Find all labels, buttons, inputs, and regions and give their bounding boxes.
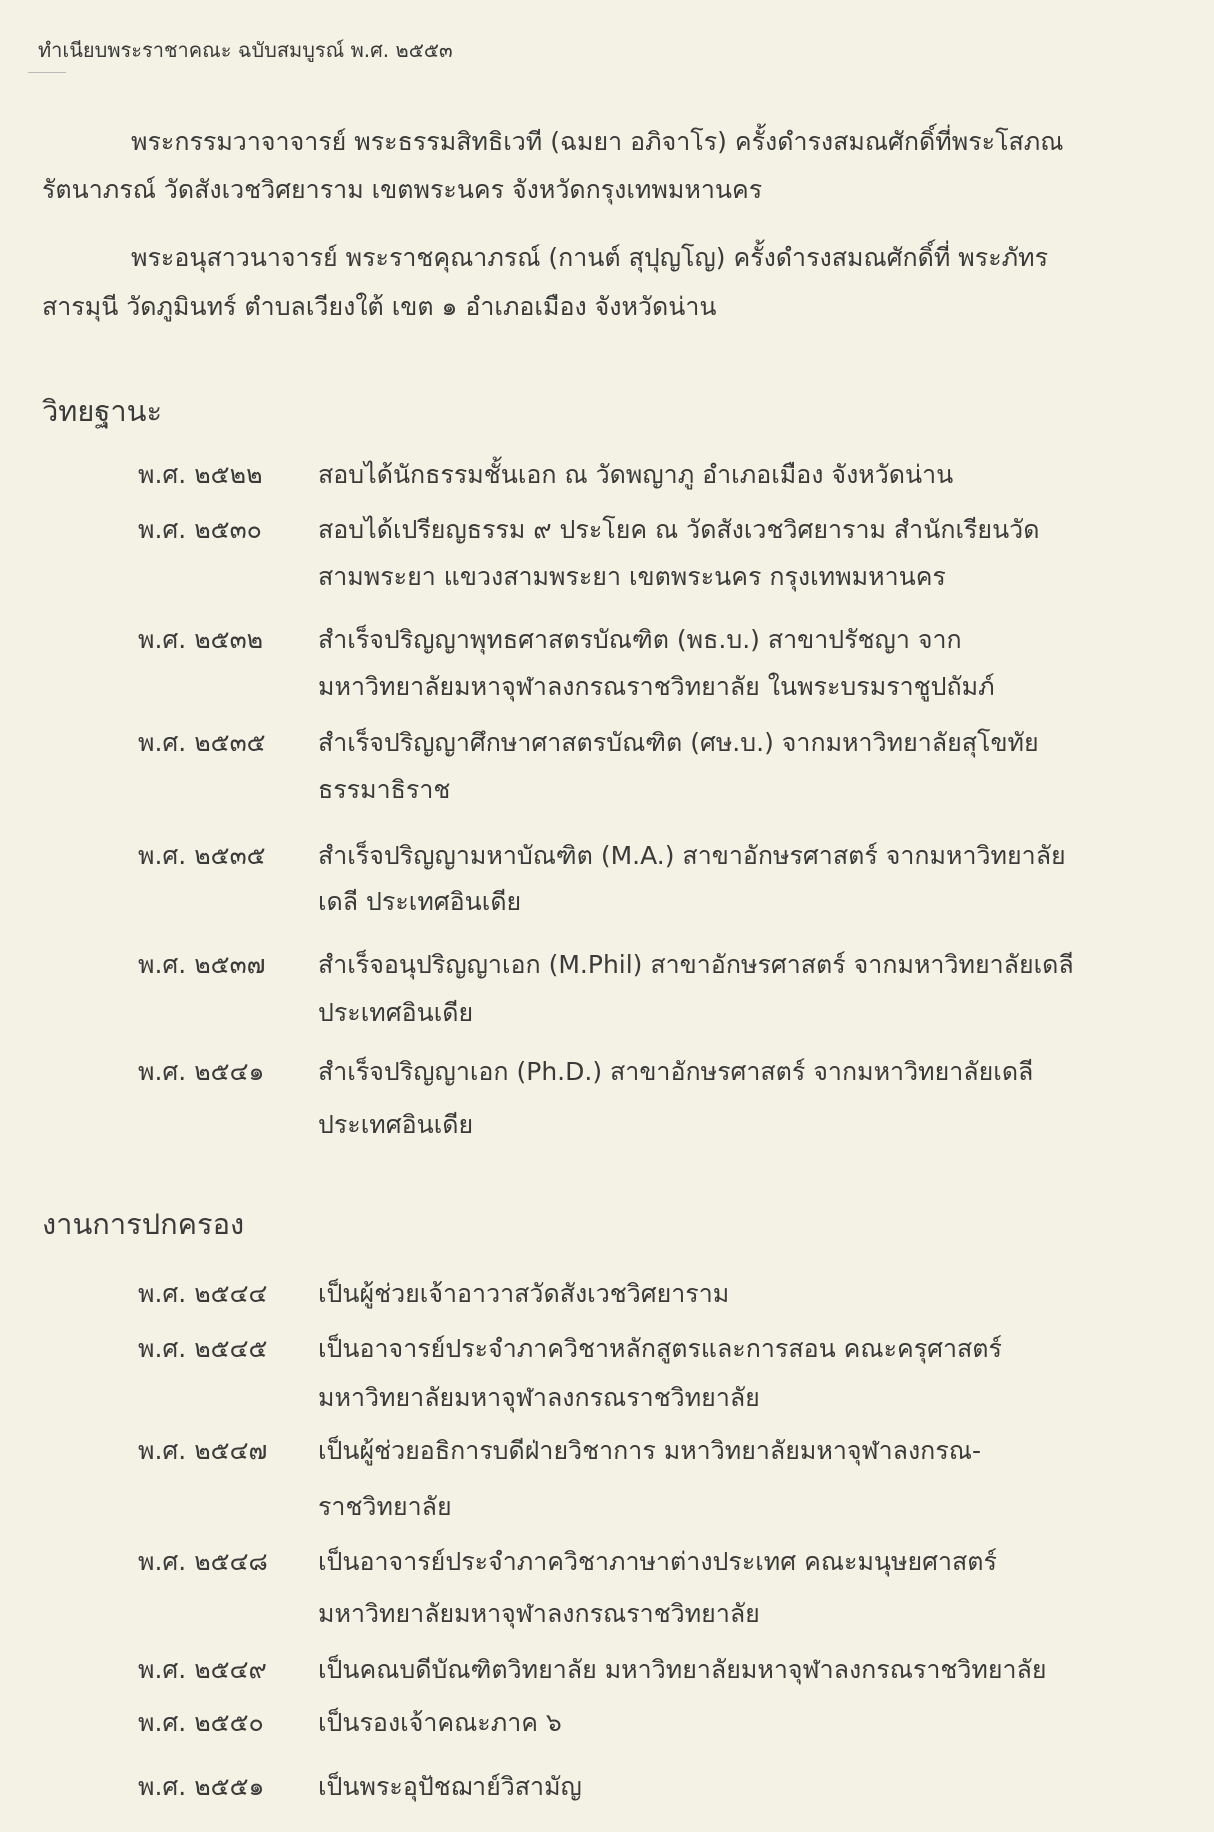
entry-text: มหาวิทยาลัยมหาจุฬาลงกรณราชวิทยาลัย [318, 1383, 760, 1412]
year-label: พ.ศ. ๒๕๓๒ [138, 625, 264, 654]
entry-text: ธรรมาธิราช [318, 775, 451, 804]
year-label: พ.ศ. ๒๕๔๗ [138, 1436, 268, 1465]
section-heading: งานการปกครอง [42, 1207, 245, 1241]
year-label: พ.ศ. ๒๕๔๙ [138, 1655, 267, 1684]
entry-text: สอบได้เปรียญธรรม ๙ ประโยค ณ วัดสังเวชวิศยาราม สำนักเรียนวัด [318, 515, 1040, 544]
year-label: พ.ศ. ๒๕๔๘ [138, 1547, 268, 1576]
entry-text: เป็นผู้ช่วยอธิการบดีฝ่ายวิชาการ มหาวิทยาลัยมหาจุฬาลงกรณ- [318, 1436, 981, 1465]
entry-text: สำเร็จปริญญาเอก (Ph.D.) สาขาอักษรศาสตร์ จากมหาวิทยาลัยเดลี [318, 1057, 1034, 1086]
year-label: พ.ศ. ๒๕๔๔ [138, 1279, 268, 1308]
entry-text: มหาวิทยาลัยมหาจุฬาลงกรณราชวิทยาลัย [318, 1599, 760, 1628]
year-label: พ.ศ. ๒๕๓๐ [138, 515, 262, 544]
entry-text: เป็นอาจารย์ประจำภาควิชาหลักสูตรและการสอน คณะครุศาสตร์ [318, 1334, 1002, 1363]
year-label: พ.ศ. ๒๕๓๕ [138, 728, 266, 757]
entry-text: เป็นรองเจ้าคณะภาค ๖ [318, 1708, 562, 1737]
year-label: พ.ศ. ๒๕๓๕ [138, 841, 266, 870]
paragraph-line: พระอนุสาวนาจารย์ พระราชคุณาภรณ์ (กานต์ สุปุญโญ) ครั้งดำรงสมณศักดิ์ที่ พระภัทร [131, 243, 1049, 272]
year-label: พ.ศ. ๒๕๒๒ [138, 460, 263, 489]
entry-text: สำเร็จอนุปริญญาเอก (M.Phil) สาขาอักษรศาสตร์ จากมหาวิทยาลัยเดลี [318, 950, 1074, 979]
entry-text: มหาวิทยาลัยมหาจุฬาลงกรณราชวิทยาลัย ในพระบรมราชูปถัมภ์ [318, 672, 995, 701]
paragraph-line: สารมุนี วัดภูมินทร์ ตำบลเวียงใต้ เขต ๑ อำเภอเมือง จังหวัดน่าน [42, 292, 717, 321]
paragraph-line: รัตนาภรณ์ วัดสังเวชวิศยาราม เขตพระนคร จังหวัดกรุงเทพมหานคร [42, 175, 763, 204]
year-label: พ.ศ. ๒๕๔๑ [138, 1057, 265, 1086]
entry-text: สำเร็จปริญญาศึกษาศาสตรบัณฑิต (ศษ.บ.) จากมหาวิทยาลัยสุโขทัย [318, 728, 1039, 757]
entry-text: สำเร็จปริญญาพุทธศาสตรบัณฑิต (พธ.บ.) สาขาปรัชญา จาก [318, 625, 962, 654]
year-label: พ.ศ. ๒๕๕๐ [138, 1708, 264, 1737]
section-heading: วิทยฐานะ [42, 394, 163, 428]
entry-text: เป็นอาจารย์ประจำภาควิชาภาษาต่างประเทศ คณะมนุษยศาสตร์ [318, 1547, 997, 1576]
entry-text: เป็นพระอุปัชฌาย์วิสามัญ [318, 1772, 582, 1801]
year-label: พ.ศ. ๒๕๓๗ [138, 950, 266, 979]
entry-text: ประเทศอินเดีย [318, 1110, 474, 1139]
entry-text: สำเร็จปริญญามหาบัณฑิต (M.A.) สาขาอักษรศาสตร์ จากมหาวิทยาลัย [318, 841, 1066, 870]
paragraph-line: พระกรรมวาจาจารย์ พระธรรมสิทธิเวที (ฉมยา อภิจาโร) ครั้งดำรงสมณศักดิ์ที่พระโสภณ [131, 127, 1064, 156]
year-label: พ.ศ. ๒๕๔๕ [138, 1334, 268, 1363]
entry-text: ประเทศอินเดีย [318, 998, 474, 1027]
entry-text: เป็นคณบดีบัณฑิตวิทยาลัย มหาวิทยาลัยมหาจุฬาลงกรณราชวิทยาลัย [318, 1655, 1047, 1684]
entry-text: ราชวิทยาลัย [318, 1492, 452, 1521]
running-header: ทำเนียบพระราชาคณะ ฉบับสมบูรณ์ พ.ศ. ๒๕๕๓ [38, 38, 453, 62]
entry-text: เป็นผู้ช่วยเจ้าอาวาสวัดสังเวชวิศยาราม [318, 1279, 730, 1308]
entry-text: เดลี ประเทศอินเดีย [318, 887, 522, 916]
divider [28, 72, 66, 73]
entry-text: สอบได้นักธรรมชั้นเอก ณ วัดพญาภู อำเภอเมือง จังหวัดน่าน [318, 460, 954, 489]
entry-text: สามพระยา แขวงสามพระยา เขตพระนคร กรุงเทพมหานคร [318, 562, 946, 591]
year-label: พ.ศ. ๒๕๕๑ [138, 1772, 265, 1801]
